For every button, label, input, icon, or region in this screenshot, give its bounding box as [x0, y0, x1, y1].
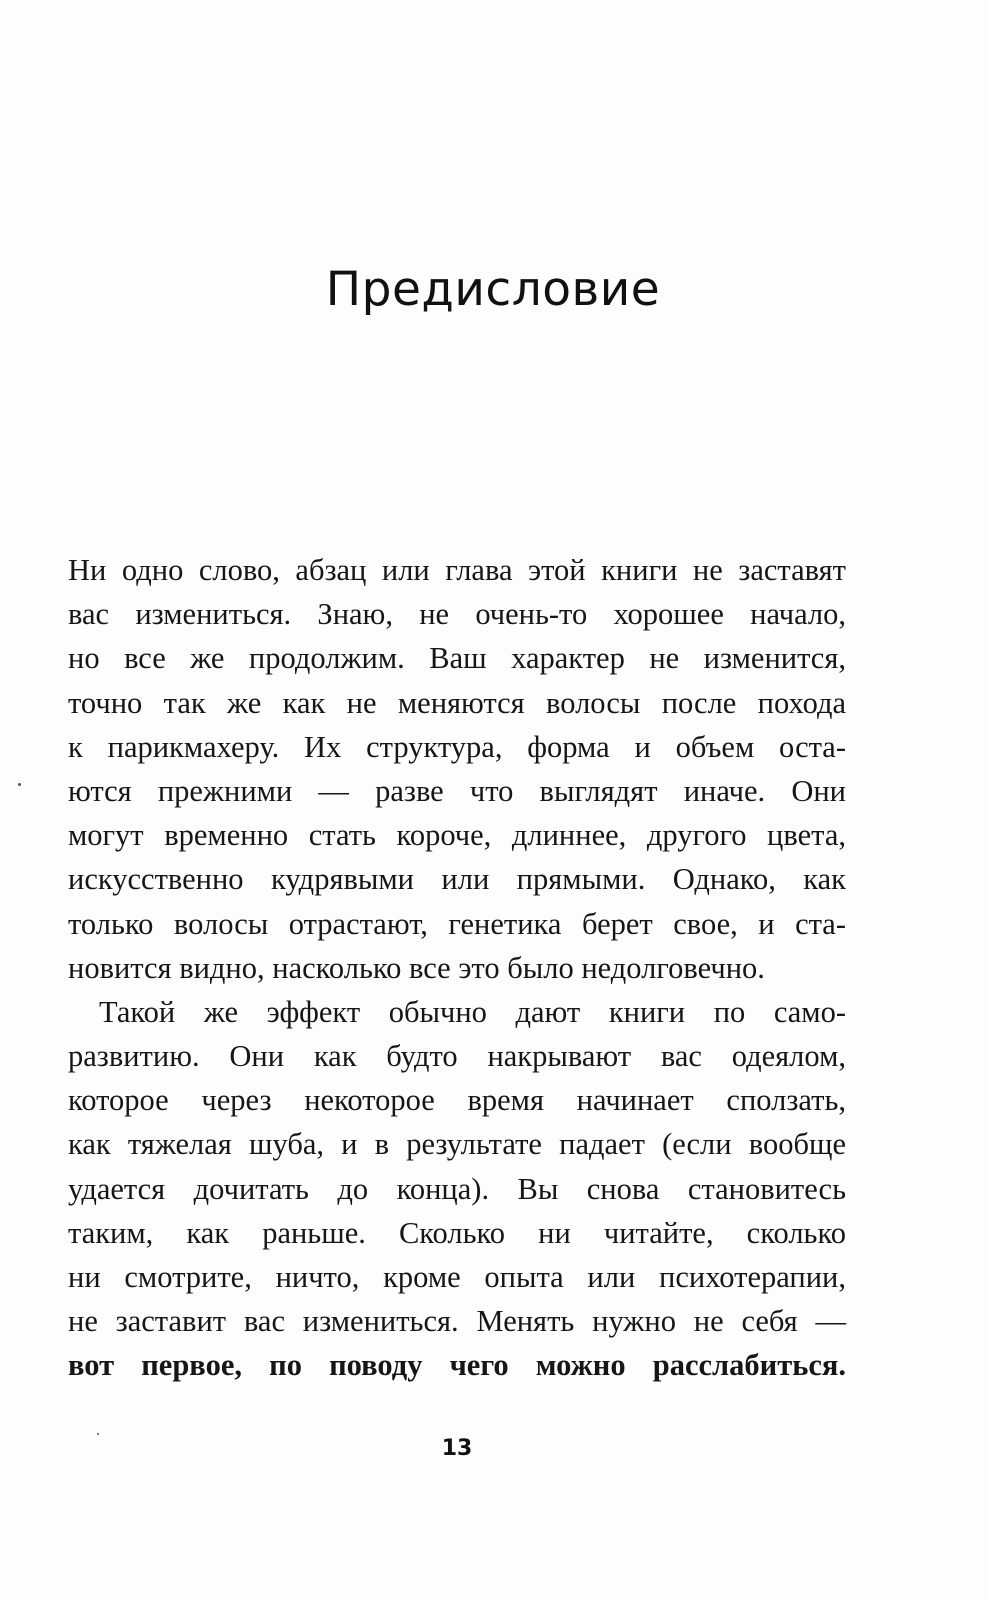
page-number: 13 — [441, 1436, 473, 1461]
scan-speck — [18, 783, 21, 786]
chapter-title: Предисловие — [325, 262, 661, 317]
text-line: новится видно, насколько все это было недолговечно. — [68, 950, 765, 985]
text-line: таким, как раньше. Сколько ни читайте, сколько — [68, 1215, 846, 1250]
text-line: но все же продолжим. Ваш характер не изменится, — [68, 641, 846, 676]
text-line: точно так же как не меняются волосы после похода — [68, 685, 846, 720]
text-line: не заставит вас измениться. Менять нужно не себя — — [68, 1304, 846, 1339]
text-line: развитию. Они как будто накрывают вас одеялом, — [68, 1039, 846, 1074]
text-line: вас измениться. Знаю, не очень-то хорошее начало, — [68, 597, 846, 632]
text-line: Ни одно слово, абзац или глава этой книги не заставят — [68, 553, 846, 587]
text-line: могут временно стать короче, длиннее, другого цвета, — [68, 818, 846, 853]
text-line: только волосы отрастают, генетика берет свое, и ста- — [68, 906, 846, 941]
text-line-bold: вот первое, по поводу чего можно расслабиться. — [68, 1348, 846, 1383]
text-line: Такой же эффект обычно дают книги по само- — [99, 994, 846, 1029]
body-text — [68, 548, 846, 1388]
text-line: которое через некоторое время начинает сползать, — [68, 1083, 846, 1118]
text-line: удается дочитать до конца). Вы снова становитесь — [68, 1171, 846, 1206]
text-line: к парикмахеру. Их структура, форма и объем оста- — [68, 729, 846, 764]
text-line: ни смотрите, ничто, кроме опыта или психотерапии, — [68, 1260, 846, 1294]
text-line: искусственно кудрявыми или прямыми. Однако, как — [68, 862, 846, 897]
text-line: как тяжелая шуба, и в результате падает (если вообще — [68, 1127, 846, 1162]
text-line: ются прежними — разве что выглядят иначе. Они — [68, 773, 846, 808]
scan-speck — [97, 1433, 99, 1435]
